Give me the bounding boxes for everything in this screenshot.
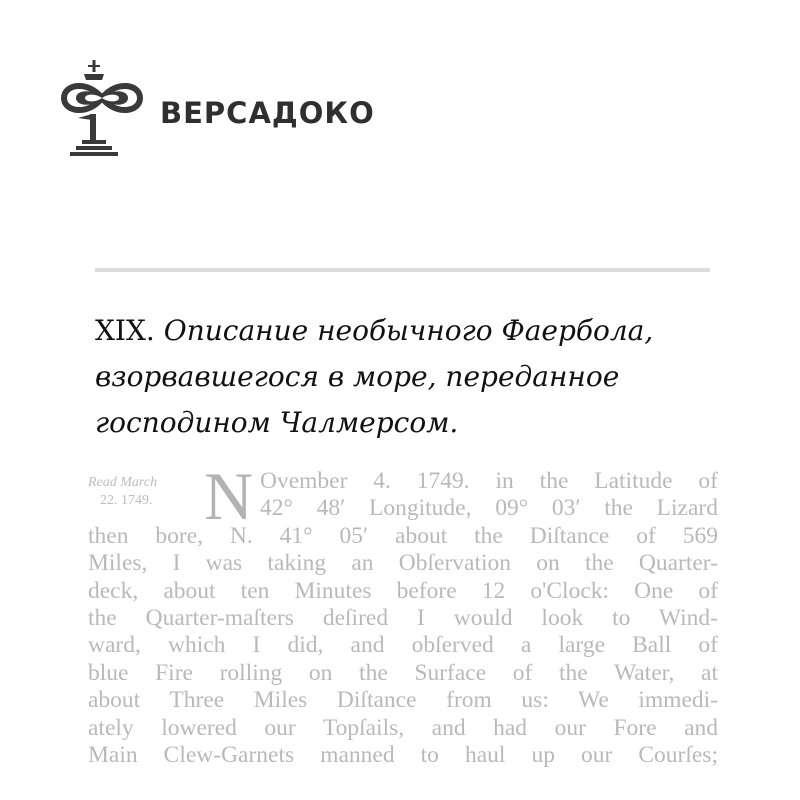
excerpt-line: Main Clew-Garnets manned to haul up our Courſes;	[88, 742, 718, 769]
excerpt-line: then bore, N. 41° 05′ about the Diſtance of 569	[88, 522, 718, 549]
excerpt-line: blue Fire rolling on the Surface of the Water, at	[88, 659, 718, 686]
margin-note: Read March 22. 1749.	[88, 475, 158, 508]
infinity-emblem-icon	[58, 58, 146, 160]
excerpt-line: deck, about ten Minutes before 12 o'Clock: One of	[88, 577, 718, 604]
excerpt-line: ward, which I did, and obſerved a large Ball of	[88, 632, 718, 659]
divider	[95, 268, 710, 272]
historical-text-excerpt	[88, 458, 718, 769]
excerpt-line: ately lowered our Topſails, and had our Fore and	[88, 714, 718, 741]
chapter-number: XIX.	[95, 314, 155, 347]
drop-cap: N	[204, 458, 254, 534]
excerpt-line: 42° 48′ Longitude, 09° 03′ the Lizard	[260, 495, 718, 522]
excerpt-line: the Quarter-maſters deſired I would look to Wind-	[88, 605, 718, 632]
excerpt-line: Ovember 4. 1749. in the Latitude of	[260, 468, 718, 494]
heading-line-2: взорвавшегося в море, переданное	[95, 360, 620, 393]
heading-line-3: господином Чалмерсом.	[95, 406, 459, 439]
heading-line-1: XIX. Описание необычного Фаербола,	[95, 314, 654, 347]
chapter-heading	[95, 308, 735, 446]
excerpt-line: Miles, I was taking an Obſervation on the Quarter-	[88, 550, 718, 577]
excerpt-line: about Three Miles Diſtance from us: We immedi-	[88, 687, 718, 714]
brand-name: ВЕРСАДОКО	[160, 96, 375, 130]
excerpt-lines	[88, 468, 718, 769]
